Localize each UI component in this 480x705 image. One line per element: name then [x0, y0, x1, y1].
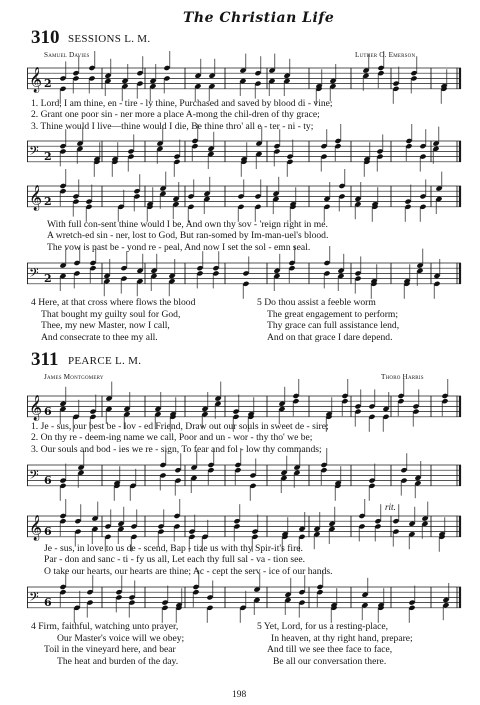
stanza-line: Toil in the vineyard here, and bear [44, 644, 176, 656]
hymn-number: 311 [31, 349, 59, 370]
stanza-4 [31, 621, 184, 667]
stanza-line: 5 Do thou assist a feeble worm [257, 297, 376, 308]
time-signature: 2 [44, 150, 52, 164]
bass-clef-icon: 𝄢 [29, 265, 39, 284]
lyrics-system-2 [44, 543, 469, 577]
stanza-line: Thee, my new Master, now I call, [41, 320, 170, 332]
time-signature: 2 [44, 195, 52, 209]
treble-staff [27, 180, 461, 214]
time-signature: 2 [44, 77, 52, 91]
bass-clef-icon: 𝄢 [29, 589, 39, 608]
bass-clef-icon: 𝄢 [29, 467, 39, 486]
stanza-line: That bought my guilty soul for God, [41, 308, 181, 320]
hymn-number: 310 [31, 27, 60, 48]
lyrics-system-2 [47, 219, 467, 253]
lyric-line: Par - don and sanc - ti - fy us all, Let each thy full sal - va - tion see. [44, 554, 306, 566]
bass-staff [27, 459, 461, 493]
stanza-line: 5 Yet, Lord, for us a resting-place, [257, 621, 389, 632]
treble-staff [27, 62, 461, 96]
lyric-line: 1. Je - sus, our best be - lov - ed Friend, Draw out our souls in sweet de - sire; [31, 421, 329, 432]
ritardando-mark: rit. [385, 502, 396, 512]
stanza-line: In heaven, at thy right hand, prepare; [271, 632, 413, 644]
section-title: The Christian Life [183, 10, 335, 26]
tune-name: SESSIONS L. M. [68, 33, 151, 45]
lyric-line: 3. Thine would I live—thine would I die, Be thine thro' all e - ter - ni - ty; [31, 120, 314, 132]
lyrics-system-1 [31, 98, 471, 132]
lyric-line: The vow is past be - yond re - peal, And now I set the sol - emn seal. [47, 241, 311, 253]
lyric-line: A wretch-ed sin - ner, lost to God, But ran-somed by Im-man-uel's blood. [47, 230, 329, 242]
bass-staff [27, 257, 461, 291]
lyric-line: 3. Our souls and bod - ies we re - sign, To fear and fol - low thy commands; [31, 443, 322, 455]
stanza-line: 4 Firm, faithful, watching unto prayer, [31, 621, 179, 632]
words-author: Samuel Davies [44, 51, 90, 59]
lyric-line: Je - sus, in love to us de - scend, Bap - tize us with thy Spir-it's fire. [44, 543, 303, 554]
music-composer: Luther O. Emerson [355, 51, 416, 59]
stanza-line: Thy grace can full assistance lend, [267, 320, 400, 332]
lyric-line: 2. Grant one poor sin - ner more a place A-mong the chil-dren of thy grace; [31, 109, 320, 121]
treble-clef-icon: 𝄞 [29, 185, 43, 211]
treble-staff [27, 390, 461, 424]
lyric-line: With full con-sent thine would I be, And own thy sov - 'reign right in me. [47, 219, 328, 230]
lyric-line: 2. On thy re - deem-ing name we call, Poor and un - wor - thy tho' we be; [31, 432, 313, 444]
lyric-line: O take our hearts, our hearts are thine; Ac - cept the serv - ice of our hands. [44, 565, 333, 577]
stanza-5 [257, 297, 399, 343]
time-signature: 6 [44, 474, 52, 488]
bass-staff [27, 135, 461, 169]
time-signature: 6 [44, 525, 52, 539]
page-number: 198 [232, 690, 247, 700]
bass-clef-icon: 𝄢 [29, 143, 39, 162]
stanza-line: And consecrate to thee my all. [41, 331, 158, 343]
lyric-line: 1. Lord, I am thine, en - tire - ly thine, Purchased and saved by blood di - vine; [31, 98, 333, 109]
stanza-line: Our Master's voice will we obey; [57, 632, 185, 644]
time-signature: 2 [44, 272, 52, 286]
tune-name: PEARCE L. M. [68, 355, 142, 367]
treble-staff [27, 510, 461, 544]
treble-clef-icon: 𝄞 [29, 395, 43, 421]
stanza-5 [257, 621, 413, 667]
treble-clef-icon: 𝄞 [29, 67, 43, 93]
bass-staff [27, 581, 461, 615]
time-signature: 6 [44, 596, 52, 610]
stanza-line: The heat and burden of the day. [57, 655, 179, 667]
stanza-line: 4 Here, at that cross where flows the blood [31, 297, 196, 308]
stanza-line: And on that grace I dare depend. [267, 331, 393, 343]
stanza-line: Be all our conversation there. [273, 655, 387, 667]
stanza-line: The great engagement to perform; [267, 308, 399, 320]
treble-clef-icon: 𝄞 [29, 515, 43, 541]
stanza-4 [31, 297, 195, 343]
lyrics-system-1 [31, 421, 471, 455]
stanza-line: And till we see thee face to face, [267, 644, 393, 656]
words-author: James Montgomery [44, 373, 104, 381]
time-signature: 6 [44, 405, 52, 419]
music-composer: Thoro Harris [381, 373, 424, 381]
